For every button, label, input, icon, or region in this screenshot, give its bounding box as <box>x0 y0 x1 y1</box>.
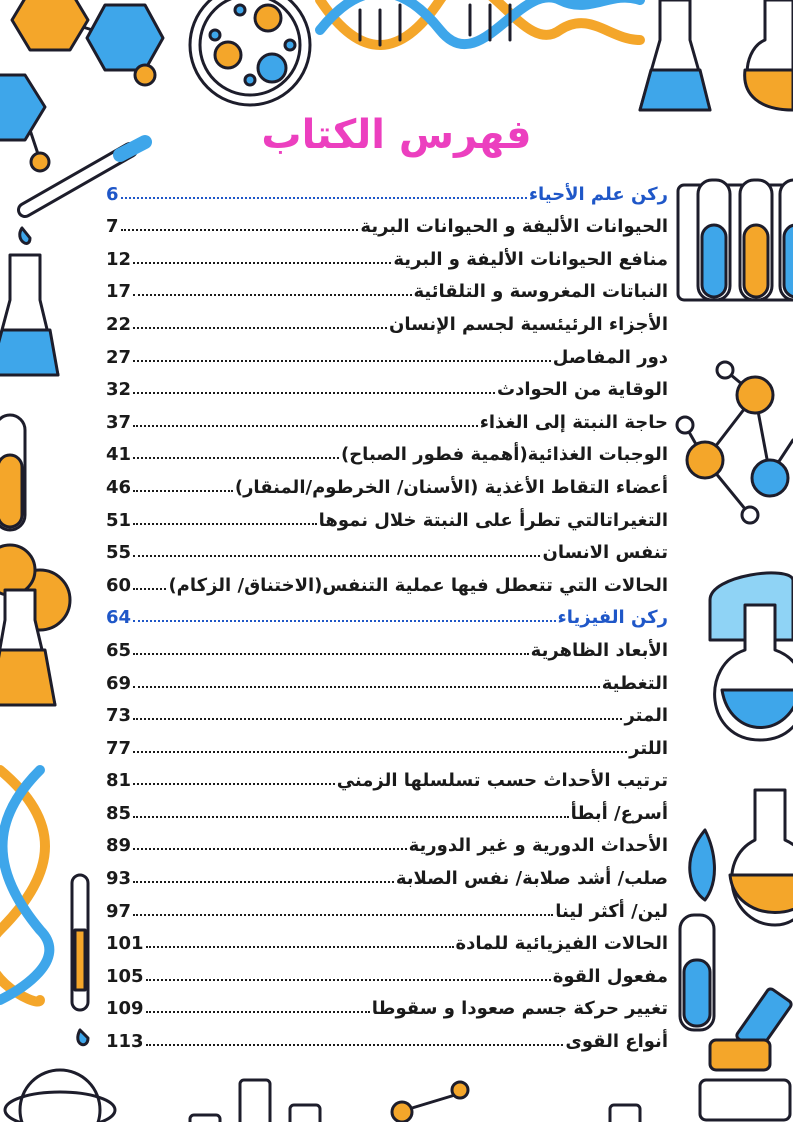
toc-entry-row[interactable] <box>106 465 668 498</box>
toc-page-number: 37 <box>106 411 132 433</box>
toc-page-number: 41 <box>106 444 132 466</box>
toc-entry-row[interactable] <box>106 661 668 694</box>
toc-entry-row[interactable] <box>106 922 668 955</box>
test-tube-icon <box>0 415 25 530</box>
dot-leader <box>146 1044 564 1046</box>
toc-entry-label: الأبعاد الظاهرية <box>530 639 668 661</box>
toc-entry-label: أسرع/ أبطأ <box>570 802 668 824</box>
dna-icon <box>320 0 640 45</box>
toc-page-number: 77 <box>106 737 132 759</box>
toc-entry-row[interactable] <box>106 954 668 987</box>
toc-entry-label: لين/ أكثر لينا <box>555 900 668 922</box>
toc-entry-label: مفعول القوة <box>552 965 668 987</box>
dot-leader <box>133 262 391 264</box>
dot-leader <box>133 392 495 394</box>
molecule-icon <box>677 362 793 523</box>
dot-leader <box>133 783 335 785</box>
dot-leader <box>121 229 359 231</box>
dot-leader <box>133 457 339 459</box>
toc-entry-row[interactable] <box>106 368 668 401</box>
dot-leader <box>133 914 553 916</box>
toc-page-number: 12 <box>106 248 132 270</box>
dot-leader <box>133 523 317 525</box>
dna-icon <box>0 770 49 1002</box>
toc-entry-row[interactable] <box>106 1019 668 1052</box>
dot-leader <box>121 197 527 199</box>
toc-entry-row[interactable] <box>106 302 668 335</box>
toc-entry-label: اللتر <box>629 737 668 759</box>
toc-page-number: 17 <box>106 281 132 303</box>
flask-icon <box>0 255 58 375</box>
toc-page-number: 73 <box>106 705 132 727</box>
toc-page-number: 113 <box>106 1031 144 1053</box>
toc-entry-label: تنفس الانسان <box>542 542 668 564</box>
toc-entry-row[interactable] <box>106 856 668 889</box>
lab-equipment-icon <box>5 1070 640 1122</box>
toc-entry-row[interactable] <box>106 531 668 564</box>
toc-entry-row[interactable] <box>106 433 668 466</box>
toc-page-number: 93 <box>106 868 132 890</box>
toc-entry-label: ركن علم الأحياء <box>528 183 668 205</box>
toc-entry-label: المتر <box>624 705 668 727</box>
toc-section-row[interactable] <box>106 172 668 205</box>
toc-entry-row[interactable] <box>106 237 668 270</box>
toc-page-number: 64 <box>106 607 132 629</box>
dot-leader <box>133 588 166 590</box>
toc-entry-label: التغطية <box>601 672 668 694</box>
toc-entry-row[interactable] <box>106 563 668 596</box>
toc-entry-row[interactable] <box>106 726 668 759</box>
dot-leader <box>146 979 551 981</box>
dot-leader <box>133 425 478 427</box>
toc-entry-label: الحالات الفيزيائية للمادة <box>455 933 668 955</box>
toc-page-number: 69 <box>106 672 132 694</box>
toc-entry-label: أنواع القوى <box>565 1031 668 1053</box>
toc-page-number: 109 <box>106 998 144 1020</box>
toc-page-number: 55 <box>106 542 132 564</box>
flask-icon <box>640 0 793 110</box>
dot-leader <box>146 1011 370 1013</box>
flask-icon <box>710 573 793 740</box>
toc-entry-label: الأحداث الدورية و غير الدورية <box>408 835 668 857</box>
dot-leader <box>133 620 555 622</box>
toc-entry-row[interactable] <box>106 759 668 792</box>
toc-entry-row[interactable] <box>106 498 668 531</box>
toc-page-number: 46 <box>106 476 132 498</box>
toc-entry-label: الوقاية من الحوادث <box>497 379 668 401</box>
toc-page-number: 51 <box>106 509 132 531</box>
toc-entry-label: تغيير حركة جسم صعودا و سقوطا <box>371 998 668 1020</box>
toc-entry-label: النباتات المغروسة و التلقائية <box>413 281 668 303</box>
table-of-contents <box>106 172 668 1052</box>
toc-section-row[interactable] <box>106 596 668 629</box>
dot-leader <box>133 555 540 557</box>
toc-entry-label: الأجزاء الرئيئسية لجسم الإنسان <box>388 313 668 335</box>
toc-page-number: 97 <box>106 900 132 922</box>
toc-entry-label: أعضاء التقاط الأغذية (الأسنان/ الخرطوم/المنقار) <box>234 476 668 498</box>
toc-entry-row[interactable] <box>106 270 668 303</box>
beaker-icon <box>0 545 70 705</box>
toc-entry-label: التغيراتالتي تطرأ على النبتة خلال نموها <box>318 509 668 531</box>
toc-entry-row[interactable] <box>106 205 668 238</box>
test-tube-rack-icon <box>678 180 793 300</box>
toc-entry-label: حاجة النبتة إلى الغذاء <box>479 411 668 433</box>
toc-entry-label: الحالات التي تتعطل فيها عملية التنفس(الاختناق/ الزكام) <box>168 574 668 596</box>
dot-leader <box>133 718 622 720</box>
dot-leader <box>133 686 600 688</box>
toc-entry-label: صلب/ أشد صلابة/ نفس الصلابة <box>395 868 668 890</box>
toc-page-number: 60 <box>106 574 132 596</box>
flask-icon <box>690 790 793 925</box>
toc-entry-label: ترتيب الأحداث حسب تسلسلها الزمني <box>336 770 668 792</box>
test-tube-icon <box>680 915 714 1030</box>
dot-leader <box>133 490 233 492</box>
toc-page-number: 81 <box>106 770 132 792</box>
toc-page-number: 105 <box>106 965 144 987</box>
dot-leader <box>133 751 627 753</box>
toc-page-number: 101 <box>106 933 144 955</box>
dot-leader <box>133 848 407 850</box>
toc-page-number: 6 <box>106 183 119 205</box>
toc-page-number: 65 <box>106 639 132 661</box>
dot-leader <box>133 653 529 655</box>
toc-entry-row[interactable] <box>106 628 668 661</box>
petri-dish-icon <box>190 0 310 105</box>
dot-leader <box>133 881 394 883</box>
toc-page-number: 32 <box>106 379 132 401</box>
dot-leader <box>133 327 387 329</box>
toc-page-number: 7 <box>106 216 119 238</box>
dot-leader <box>133 294 411 296</box>
toc-page-number: 27 <box>106 346 132 368</box>
toc-page-number: 85 <box>106 802 132 824</box>
dot-leader <box>146 946 454 948</box>
dot-leader <box>133 360 551 362</box>
toc-page-number: 89 <box>106 835 132 857</box>
toc-entry-label: الوجبات الغذائية(أهمية فطور الصباح) <box>340 444 668 466</box>
dot-leader <box>133 816 569 818</box>
toc-entry-row[interactable] <box>106 824 668 857</box>
toc-entry-row[interactable] <box>106 335 668 368</box>
toc-entry-row[interactable] <box>106 694 668 727</box>
toc-page-number: 22 <box>106 313 132 335</box>
toc-entry-row[interactable] <box>106 791 668 824</box>
toc-entry-label: ركن الفيزياء <box>557 607 668 629</box>
toc-entry-label: دور المفاصل <box>552 346 668 368</box>
toc-entry-row[interactable] <box>106 987 668 1020</box>
dropper-icon <box>72 875 88 1045</box>
toc-entry-row[interactable] <box>106 400 668 433</box>
toc-entry-label: الحيوانات الأليفة و الحيوانات البرية <box>360 216 668 238</box>
page-title: فهرس الكتاب <box>261 112 532 158</box>
toc-entry-label: منافع الحيوانات الأليفة و البرية <box>393 248 668 270</box>
toc-entry-row[interactable] <box>106 889 668 922</box>
